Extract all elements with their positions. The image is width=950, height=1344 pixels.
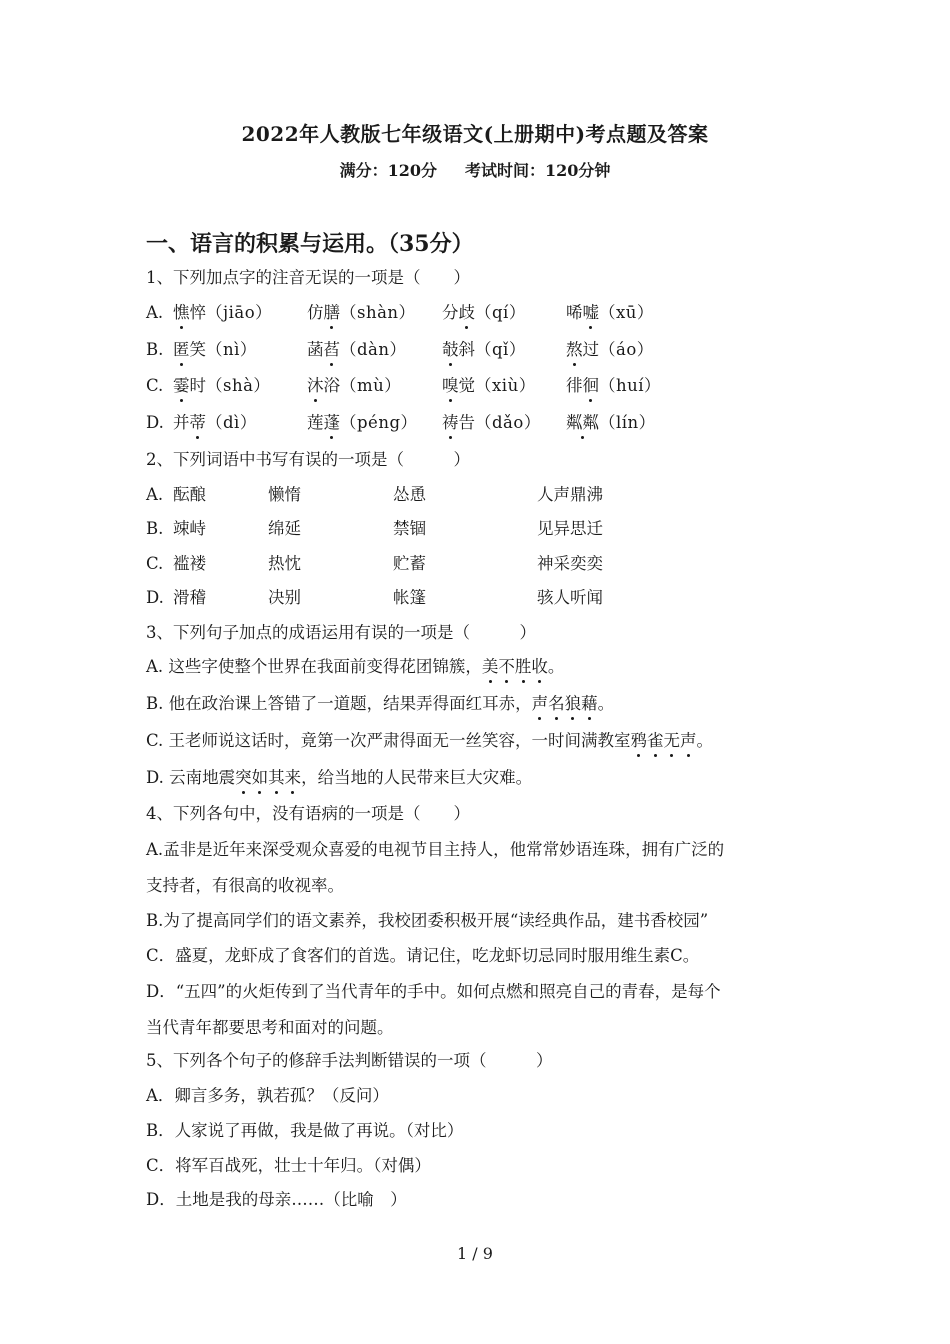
exam-info <box>0 158 950 181</box>
word-item: 骇人听闻 <box>537 588 603 607</box>
dotted-char: 蓬 <box>323 413 340 432</box>
option-label: C. <box>146 376 164 395</box>
question-5-stem: 5、下列各个句子的修辞手法判断错误的一项（ ） <box>146 1051 553 1070</box>
full-score: 满分：120分 <box>339 161 437 180</box>
question-4-option-a-line1: A.孟非是近年来深受观众喜爱的电视节目主持人，他常常妙语连珠，拥有广泛的 <box>146 840 725 859</box>
pinyin-text: （qǐ） <box>475 340 526 359</box>
dotted-char: 如 <box>251 768 269 787</box>
word-char: 觉 <box>458 376 475 395</box>
word-char: 徘 <box>566 376 583 395</box>
section-heading: 一、语言的积累与运用。（35分） <box>146 231 474 257</box>
dotted-char: 嘘 <box>582 303 599 322</box>
option-label: D. <box>146 768 170 787</box>
dotted-char: 声 <box>680 731 697 750</box>
option-label: B. <box>146 694 169 713</box>
word-char: 并 <box>173 413 190 432</box>
word-char: 仿 <box>307 303 324 322</box>
sentence-tail: ，给当地的人民带来巨大灾难。 <box>301 768 533 787</box>
question-4-option-a-line2: 支持者，有很高的收视率。 <box>146 876 344 895</box>
dotted-char: 名 <box>548 694 565 713</box>
sentence-option <box>146 730 713 752</box>
dotted-char: 嗅 <box>442 376 459 395</box>
word-char: 告 <box>458 413 475 432</box>
pinyin-item <box>307 302 416 324</box>
word-item: 帐篷 <box>393 588 426 607</box>
pinyin-text: （huí） <box>599 376 662 395</box>
word-item: 神采奕奕 <box>537 554 603 573</box>
pinyin-text: （xiù） <box>475 376 536 395</box>
option-label: D. <box>146 588 164 607</box>
pinyin-text: （lín） <box>599 413 656 432</box>
pinyin-item <box>566 375 661 397</box>
word-char: 莲 <box>307 413 324 432</box>
word-item: 滑稽 <box>173 588 206 607</box>
dotted-char: 藉 <box>581 694 598 713</box>
word-char: 唏 <box>566 303 583 322</box>
dotted-char: 美 <box>481 657 499 676</box>
dotted-char: 祷 <box>442 413 459 432</box>
word-char: 悴 <box>189 303 206 322</box>
word-char: 斜 <box>458 340 475 359</box>
dotted-char: 霎 <box>173 376 190 395</box>
option-label: A. <box>146 657 169 676</box>
pinyin-item <box>307 339 407 361</box>
dotted-char: 鸦 <box>630 731 648 750</box>
dotted-char: 蒂 <box>189 413 206 432</box>
word-item: 怂恿 <box>393 485 426 504</box>
word-item: 酝酿 <box>173 485 206 504</box>
pinyin-item <box>566 339 654 361</box>
word-item: 懒惰 <box>268 485 301 504</box>
word-item: 见异思迁 <box>537 519 603 538</box>
pinyin-text: （jiāo） <box>206 303 273 322</box>
pinyin-item <box>442 302 526 324</box>
document-title: 2022年人教版七年级语文(上册期中)考点题及答案 <box>241 122 709 146</box>
word-item: 褴褛 <box>173 554 206 573</box>
question-4-option-b: B.为了提高同学们的语文素养，我校团委积极开展“读经典作品，建书香校园” <box>146 911 709 930</box>
dotted-char: 无 <box>663 731 681 750</box>
question-5-option-c: C．将军百战死，壮士十年归。（对偶） <box>146 1156 431 1175</box>
question-5-option-b: B．人家说了再做，我是做了再说。（对比） <box>146 1121 464 1140</box>
question-3-stem: 3、下列句子加点的成语运用有误的一项是（ ） <box>146 623 536 642</box>
dotted-char: 歧 <box>458 303 475 322</box>
sentence-text: 王老师说这话时，竟第一次严肃得面无一丝笑容，一时间满教室 <box>168 731 631 750</box>
dotted-idiom <box>235 768 301 787</box>
dotted-char: 憔 <box>173 303 190 322</box>
question-5-option-d: D．土地是我的母亲……（比喻 ） <box>146 1190 407 1209</box>
dotted-char: 雀 <box>647 731 664 750</box>
question-1-stem: 1、下列加点字的注音无误的一项是（ ） <box>146 268 470 287</box>
option-label: D. <box>146 413 164 432</box>
option-label: A. <box>146 303 164 322</box>
question-4-option-c: C．盛夏，龙虾成了食客们的首选。请记住，吃龙虾切忌同时服用维生素C。 <box>146 946 700 965</box>
word-item: 贮蓄 <box>393 554 426 573</box>
pinyin-text: （áo） <box>599 340 654 359</box>
page-number: 1 / 9 <box>457 1244 493 1263</box>
dotted-char: 膳 <box>323 303 340 322</box>
pinyin-text: （xū） <box>599 303 654 322</box>
dotted-idiom <box>532 694 598 713</box>
pinyin-item <box>442 339 526 361</box>
sentence-text: 他在政治课上答错了一道题，结果弄得面红耳赤， <box>168 694 532 713</box>
exam-time: 考试时间：120分钟 <box>465 161 611 180</box>
sentence-option <box>146 767 532 789</box>
pinyin-item <box>442 375 536 397</box>
pinyin-text: （qí） <box>475 303 526 322</box>
word-char: 浴 <box>323 376 340 395</box>
question-4-option-d-line2: 当代青年都要思考和面对的问题。 <box>146 1018 394 1037</box>
dotted-char: 攲 <box>442 340 459 359</box>
dotted-char: 狼 <box>564 694 582 713</box>
question-5-option-a: A．卿言多务，孰若孤？（反问） <box>146 1086 389 1105</box>
pinyin-text: （shà） <box>206 376 271 395</box>
option-label: A. <box>146 485 164 504</box>
dotted-char: 来 <box>284 768 302 787</box>
word-item: 绵延 <box>268 519 301 538</box>
question-2-stem: 2、下列词语中书写有误的一项是（ ） <box>146 450 470 469</box>
word-char: 分 <box>442 303 459 322</box>
pinyin-item <box>173 375 270 397</box>
word-item: 热忱 <box>268 554 301 573</box>
pinyin-item <box>173 412 257 434</box>
option-label: B. <box>146 340 164 359</box>
word-char: 过 <box>582 340 599 359</box>
dotted-char: 徊 <box>582 376 599 395</box>
word-char: 时 <box>189 376 206 395</box>
dotted-char: 萏 <box>323 340 340 359</box>
word-char: 笑 <box>189 340 206 359</box>
word-item: 决别 <box>268 588 301 607</box>
dotted-idiom <box>631 731 697 750</box>
pinyin-item <box>307 375 401 397</box>
sentence-tail: 。 <box>547 657 565 676</box>
pinyin-text: （dǎo） <box>475 413 541 432</box>
pinyin-text: （dì） <box>206 413 257 432</box>
dotted-char: 熬 <box>566 340 583 359</box>
sentence-text: 云南地震 <box>169 768 236 787</box>
option-label: C. <box>146 554 164 573</box>
dotted-char: 胜 <box>514 657 532 676</box>
sentence-tail: 。 <box>696 731 714 750</box>
word-item: 竦峙 <box>173 519 206 538</box>
dotted-char: 匿 <box>173 340 190 359</box>
pinyin-item <box>173 302 272 324</box>
pinyin-text: （dàn） <box>340 340 407 359</box>
pinyin-item <box>566 412 656 434</box>
question-4-stem: 4、下列各句中，没有语病的一项是（ ） <box>146 804 470 823</box>
pinyin-text: （mù） <box>340 376 402 395</box>
pinyin-text: （nì） <box>206 340 257 359</box>
word-item: 人声鼎沸 <box>537 485 603 504</box>
question-4-option-d-line1: D．“五四”的火炬传到了当代青年的手中。如何点燃和照亮自己的青春，是每个 <box>146 982 721 1001</box>
option-label: C. <box>146 731 169 750</box>
word-item: 禁锢 <box>393 519 426 538</box>
sentence-option <box>146 693 614 715</box>
pinyin-item <box>173 339 257 361</box>
option-label: B. <box>146 519 164 538</box>
sentence-text: 这些字使整个世界在我面前变得花团锦簇， <box>168 657 482 676</box>
dotted-char: 其 <box>268 768 285 787</box>
dotted-char: 不 <box>498 657 515 676</box>
dotted-char: 声 <box>531 694 549 713</box>
pinyin-text: （shàn） <box>340 303 416 322</box>
pinyin-item <box>442 412 541 434</box>
dotted-char: 沐 <box>307 376 324 395</box>
sentence-tail: 。 <box>597 694 615 713</box>
word-char: 菡 <box>307 340 324 359</box>
pinyin-item <box>307 412 418 434</box>
dotted-char: 收 <box>531 657 548 676</box>
pinyin-item <box>566 302 654 324</box>
sentence-option <box>146 656 564 678</box>
dotted-char: 粼粼 <box>566 413 599 432</box>
dotted-char: 突 <box>235 768 252 787</box>
pinyin-text: （péng） <box>340 413 418 432</box>
dotted-idiom <box>482 657 548 676</box>
